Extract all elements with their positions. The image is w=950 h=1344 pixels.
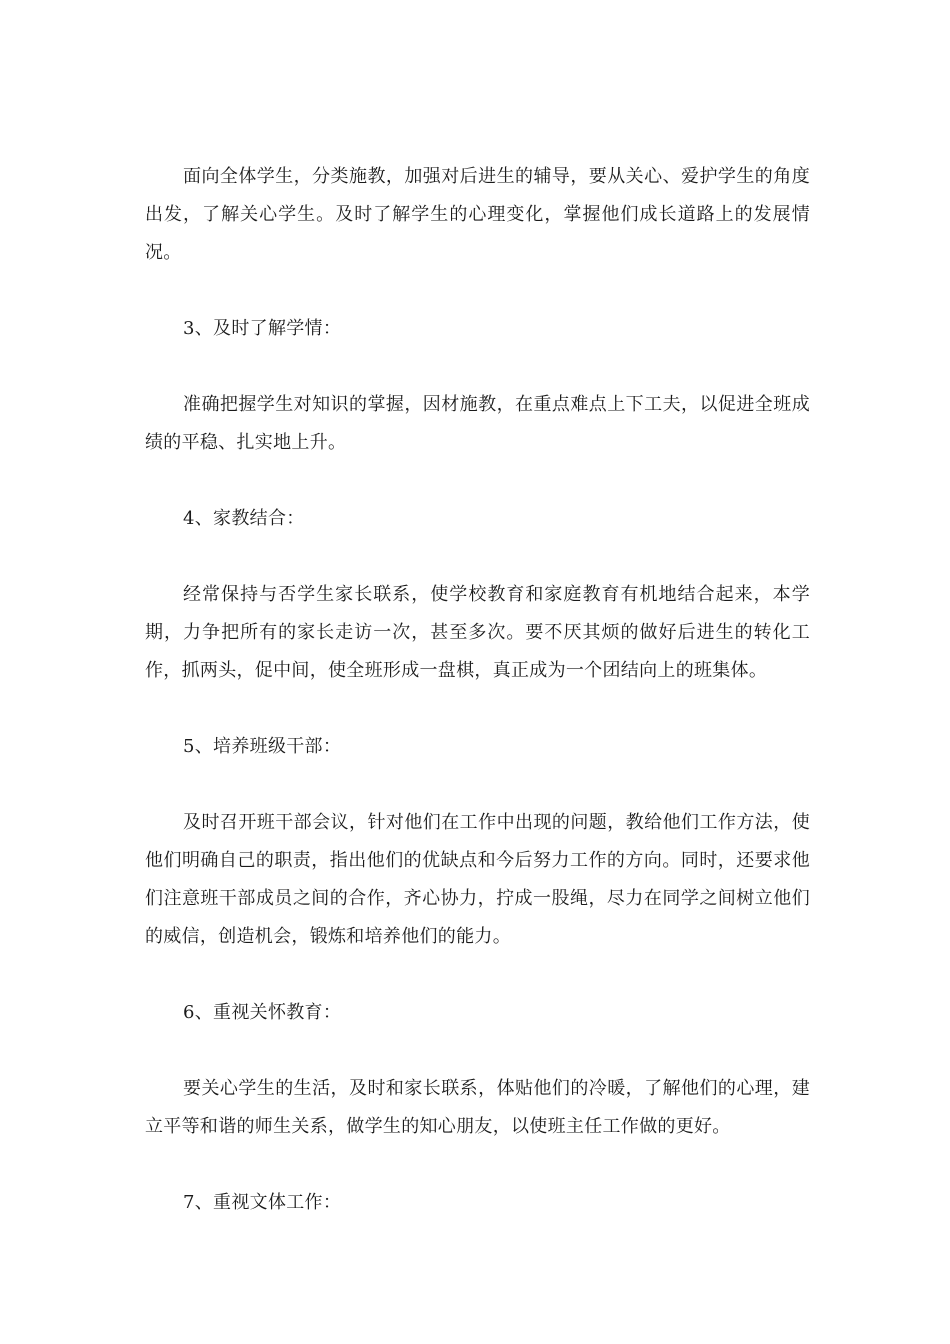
paragraph-3: 准确把握学生对知识的掌握，因材施教，在重点难点上下工夫，以促进全班成绩的平稳、扎实地上升。 [145, 394, 810, 453]
heading-7: 7、重视文体工作： [183, 1192, 342, 1213]
paragraph-4: 经常保持与否学生家长联系，使学校教育和家庭教育有机地结合起来，本学期，力争把所有的家长走访一次，甚至多次。要不厌其烦的做好后进生的转化工作，抓两头，促中间，使全班形成一盘棋，真正成为一个团结向上的班集体。 [145, 584, 810, 681]
heading-3: 3、及时了解学情： [183, 318, 342, 339]
heading-5: 5、培养班级干部： [183, 736, 342, 757]
paragraph-6: 要关心学生的生活，及时和家长联系，体贴他们的冷暖，了解他们的心理，建立平等和谐的师生关系，做学生的知心朋友，以使班主任工作做的更好。 [145, 1078, 810, 1137]
heading-4: 4、家教结合： [183, 508, 305, 529]
paragraph-intro: 面向全体学生，分类施教，加强对后进生的辅导，要从关心、爱护学生的角度出发，了解关心学生。及时了解学生的心理变化，掌握他们成长道路上的发展情况。 [145, 166, 810, 263]
paragraph-5: 及时召开班干部会议，针对他们在工作中出现的问题，教给他们工作方法，使他们明确自己的职责，指出他们的优缺点和今后努力工作的方向。同时，还要求他们注意班干部成员之间的合作，齐心协力，拧成一股绳，尽力在同学之间树立他们的威信，创造机会，锻炼和培养他们的能力。 [145, 812, 810, 947]
heading-6: 6、重视关怀教育： [183, 1002, 342, 1023]
document-body [145, 158, 810, 1222]
